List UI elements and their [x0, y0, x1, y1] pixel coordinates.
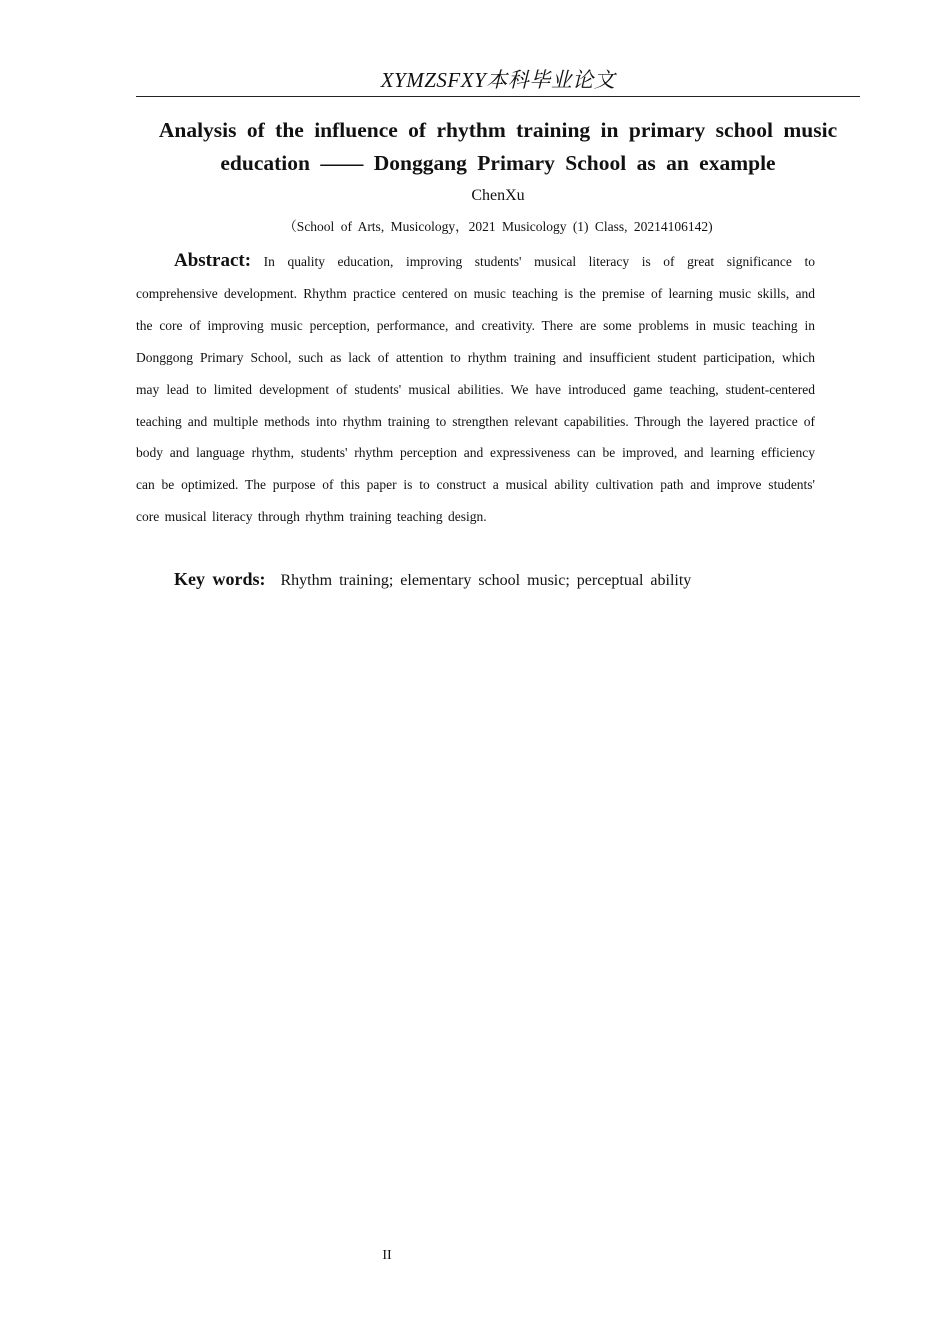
keywords-text: Rhythm training; elementary school music; perceptual ability — [280, 572, 692, 589]
paper-title-line-1: Analysis of the influence of rhythm training in primary school music — [158, 118, 838, 142]
keywords-line — [174, 567, 834, 593]
running-header — [136, 64, 860, 97]
keywords-label: Key words: — [174, 569, 266, 589]
paper-title — [136, 114, 860, 180]
running-header-title: XYMZSFXY本科毕业论文 — [380, 68, 616, 92]
abstract-paragraph — [136, 245, 815, 533]
author-name: ChenXu — [471, 187, 525, 204]
abstract-text: In quality education, improving students' musical literacy is of great significance to comprehensive development. Rhythm practice centered on music teaching is the premise of learning music skills, and the core of improving music perception, performance, and creativity. There are some problems in music teaching in Donggong Primary School, such as lack of attention to rhythm training and insufficient student participation, which may lead to limited development of students' musical abilities. We have introduced game teaching, student-centered teaching and multiple methods into rhythm training to strengthen relevant capabilities. Through the layered practice of body and language rhythm, students' rhythm perception and expressiveness can be improved, and learning efficiency can be optimized. The purpose of this paper is to construct a musical ability cultivation path and improve students' core musical literacy through rhythm training teaching design. — [136, 254, 816, 525]
author-affiliation: （School of Arts, Musicology，2021 Musicology (1) Class, 20214106142) — [283, 219, 713, 234]
paper-title-line-2: education —— Donggang Primary School as an example — [220, 151, 776, 175]
abstract-label: Abstract: — [174, 250, 252, 271]
page-number: II — [382, 1248, 392, 1263]
